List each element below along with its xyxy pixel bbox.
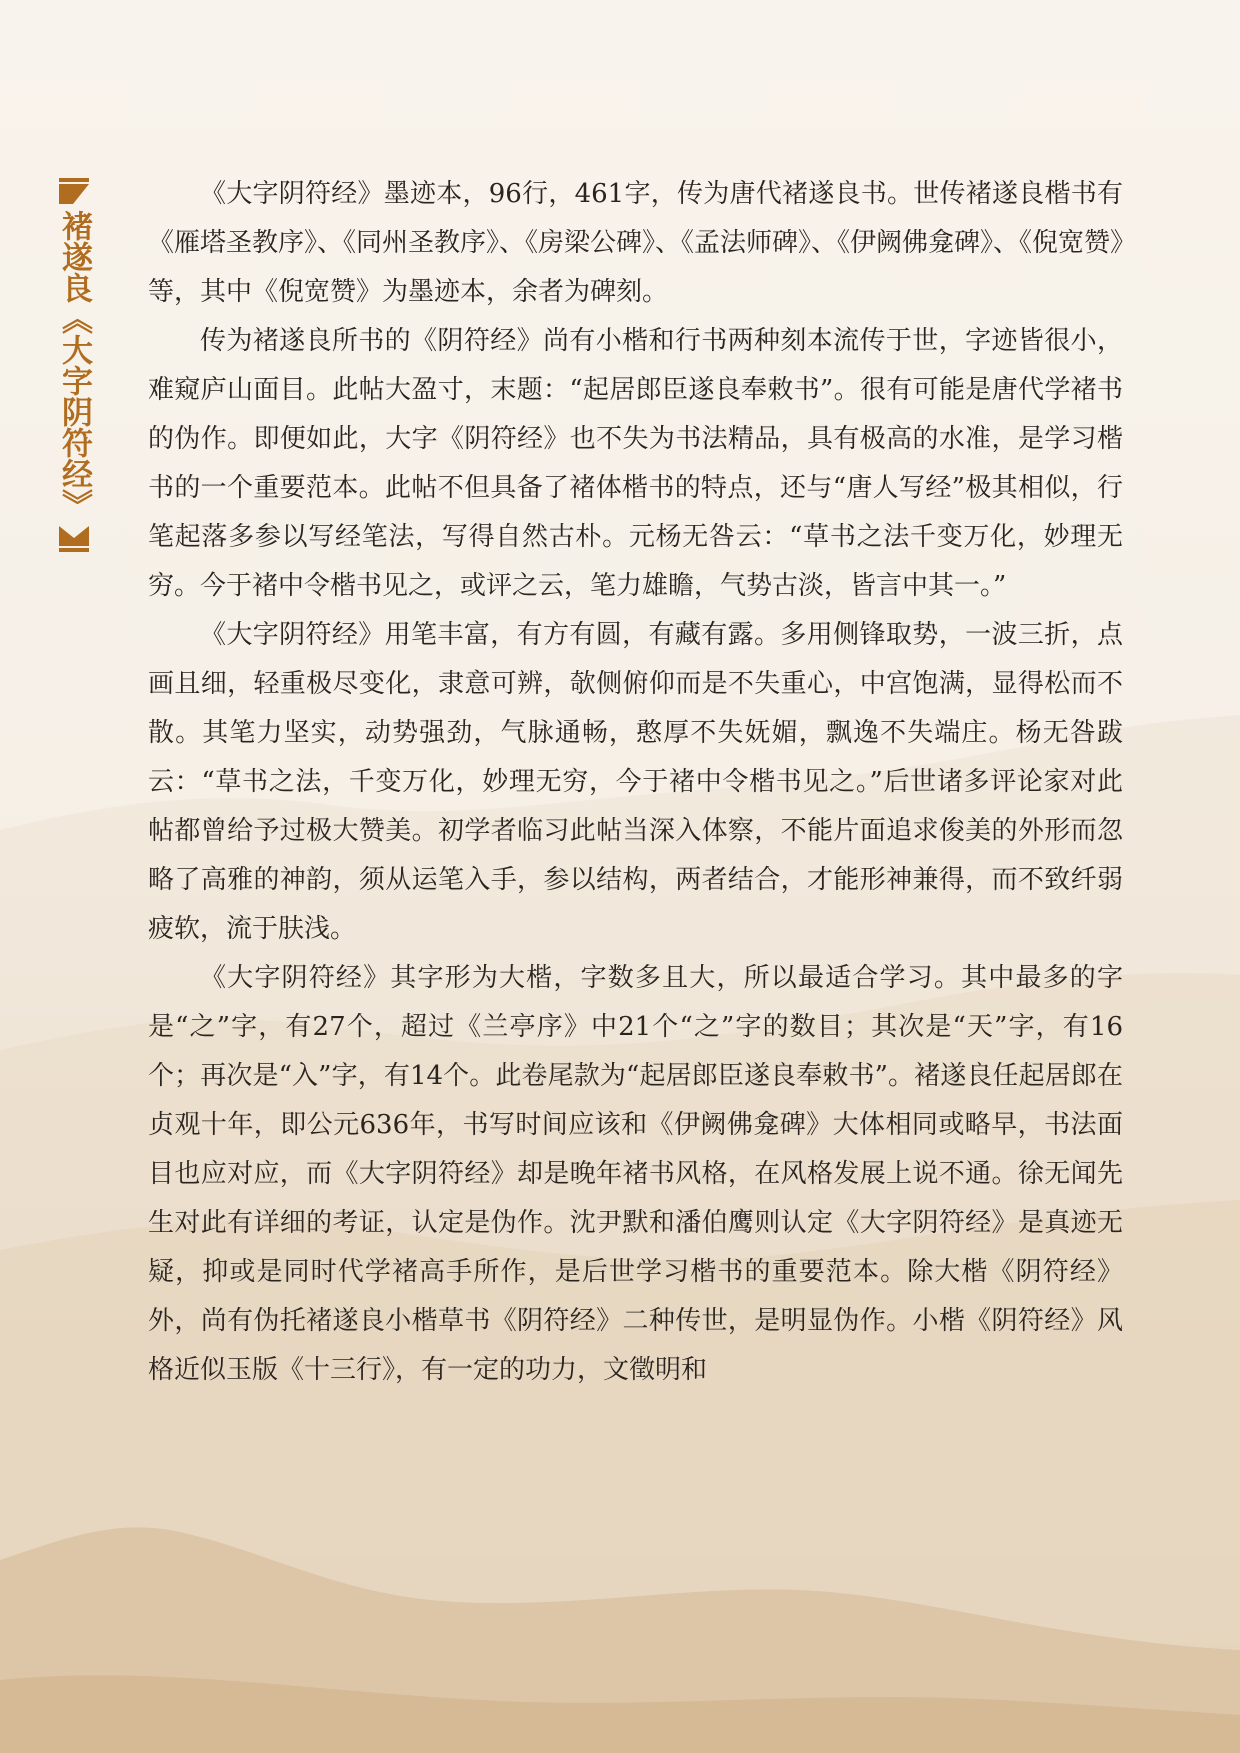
paragraph-2: 传为褚遂良所书的《阴符经》尚有小楷和行书两种刻本流传于世，字迹皆很小，难窥庐山面目。此帖大盈寸，末题：“起居郎臣遂良奉敕书”。很有可能是唐代学褚书的伪作。即便如此，大字《阴符经》也不失为书法精品，具有极高的水准，是学习楷书的一个重要范本。此帖不但具备了褚体楷书的特点，还与“唐人写经”极其相似，行笔起落多参以写经笔法，写得自然古朴。元杨无咎云：“草书之法千变万化，妙理无穷。今于褚中令楷书见之，或评之云，笔力雄瞻，气势古淡，皆言中其一。”: [148, 326, 1123, 601]
side-title: [56, 178, 92, 552]
paragraph-1: 《大字阴符经》墨迹本，96行，461字，传为唐代褚遂良书。世传褚遂良楷书有《雁塔圣教序》、《同州圣教序》、《房梁公碑》、《孟法师碑》、《伊阙佛龛碑》、《倪宽赞》等，其中《倪宽赞》为墨迹本，余者为碑刻。: [148, 179, 1124, 307]
article-body: [148, 170, 1123, 1395]
title-bracket-bottom-icon: [59, 526, 89, 552]
paragraph-4: 《大字阴符经》其字形为大楷，字数多且大，所以最适合学习。其中最多的字是“之”字，有27个，超过《兰亭序》中21个“之”字的数目；其次是“天”字，有16个；再次是“入”字，有14个。此卷尾款为“起居郎臣遂良奉敕书”。褚遂良任起居郎在贞观十年，即公元636年，书写时间应该和《伊阙佛龛碑》大体相同或略早，书法面目也应对应，而《大字阴符经》却是晚年褚书风格，在风格发展上说不通。徐无闻先生对此有详细的考证，认定是伪作。沈尹默和潘伯鹰则认定《大字阴符经》是真迹无疑，抑或是同时代学褚高手所作，是后世学习楷书的重要范本。除大楷《阴符经》外，尚有伪托褚遂良小楷草书《阴符经》二种传世，是明显伪作。小楷《阴符经》风格近似玉版《十三行》，有一定的功力，文徵明和: [148, 963, 1123, 1385]
title-bracket-top-icon: [59, 178, 89, 204]
paragraph-3: 《大字阴符经》用笔丰富，有方有圆，有藏有露。多用侧锋取势，一波三折，点画且细，轻重极尽变化，隶意可辨，欹侧俯仰而是不失重心，中宫饱满，显得松而不散。其笔力坚实，动势强劲，气脉通畅，憨厚不失妩媚，飘逸不失端庄。杨无咎跋云：“草书之法，千变万化，妙理无穷，今于褚中令楷书见之。”后世诸多评论家对此帖都曾给予过极大赞美。初学者临习此帖当深入体察，不能片面追求俊美的外形而忽略了高雅的神韵，须从运笔入手，参以结构，两者结合，才能形神兼得，而不致纤弱疲软，流于肤浅。: [148, 620, 1123, 944]
side-title-text: 褚遂良《大字阴符经》: [56, 210, 92, 520]
